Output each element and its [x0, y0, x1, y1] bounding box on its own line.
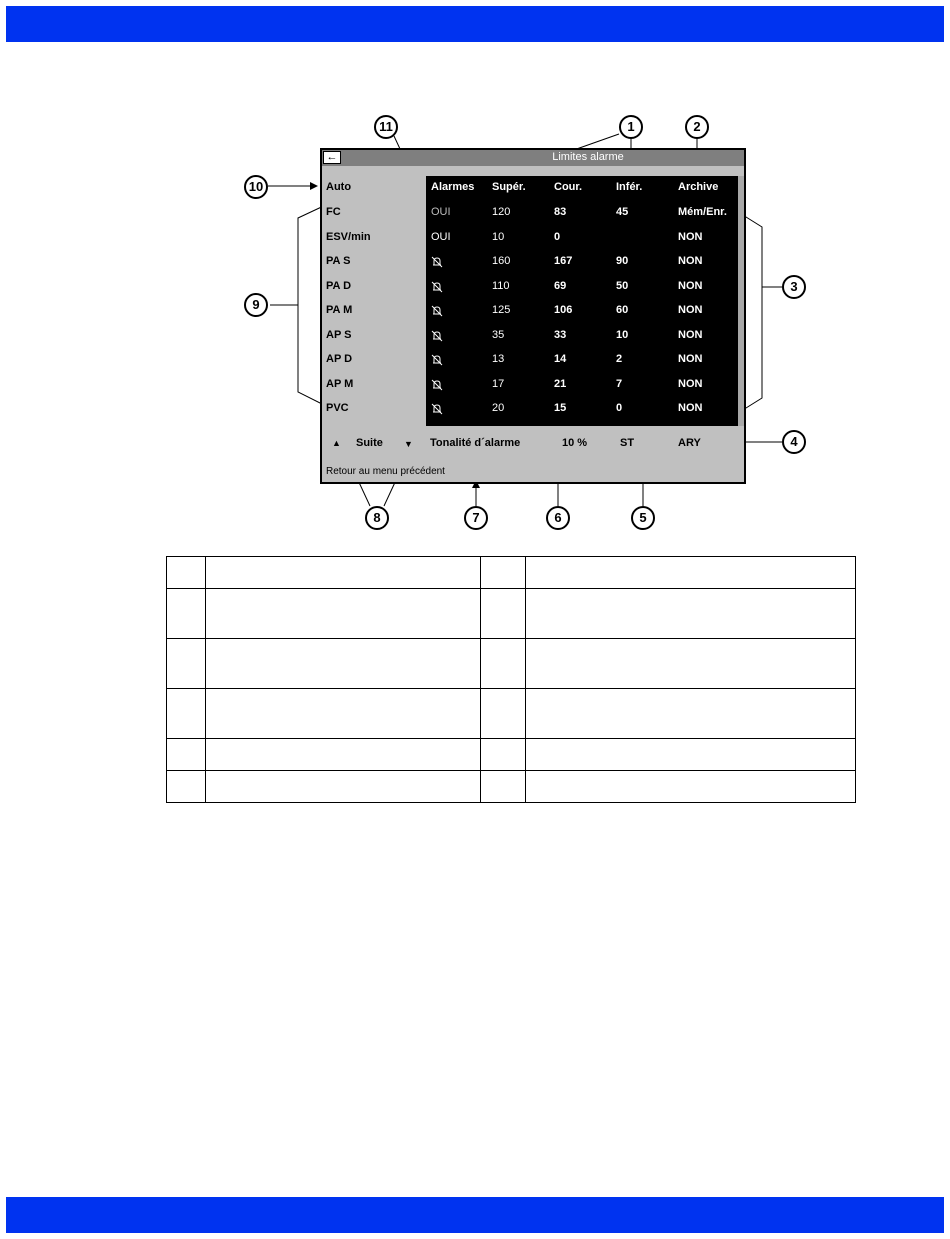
cell-lower[interactable]: 0	[616, 402, 623, 414]
parameter-label[interactable]: PA S	[326, 255, 351, 267]
alarm-limits-screen	[320, 148, 746, 484]
bell-off-icon[interactable]	[431, 379, 443, 391]
cell-upper[interactable]: 17	[492, 377, 505, 390]
callout-5: 5	[631, 506, 655, 530]
cell-current: 15	[554, 402, 567, 414]
column-header: Archive	[678, 181, 719, 193]
legend-table	[166, 556, 856, 803]
title-bar	[322, 150, 744, 166]
footer-band	[6, 1197, 944, 1233]
parameter-label[interactable]: ESV/min	[326, 230, 371, 243]
column-header: Alarmes	[431, 181, 475, 193]
status-line: Retour au menu précédent	[326, 466, 445, 477]
cell-lower[interactable]: 45	[616, 206, 629, 218]
parameter-label[interactable]: AP S	[326, 328, 352, 341]
cell-archive[interactable]: NON	[678, 402, 703, 414]
alarm-tone-value[interactable]: 10 %	[562, 437, 588, 449]
scroll-down-icon[interactable]: ▼	[404, 439, 413, 449]
back-arrow-icon[interactable]: ←	[323, 151, 341, 164]
auto-button[interactable]: Auto	[326, 181, 352, 193]
cell-lower[interactable]: 7	[616, 377, 623, 390]
cell-archive[interactable]: NON	[678, 255, 703, 267]
bell-off-icon[interactable]	[431, 281, 443, 293]
cell-upper[interactable]: 35	[492, 328, 505, 341]
cell-upper[interactable]: 125	[492, 304, 511, 316]
ary-button[interactable]: ARY	[678, 437, 701, 449]
scrollbar[interactable]	[738, 176, 744, 426]
cell-current: 106	[554, 304, 573, 316]
cell-upper[interactable]: 20	[492, 402, 505, 414]
bell-off-icon[interactable]	[431, 256, 443, 268]
cell-upper[interactable]: 13	[492, 353, 505, 365]
cell-upper[interactable]: 120	[492, 206, 511, 218]
cell-lower[interactable]: 10	[616, 328, 629, 341]
parameter-label[interactable]: AP M	[326, 377, 354, 390]
cell-archive[interactable]: NON	[678, 377, 703, 390]
cell-current: 167	[554, 255, 573, 267]
alarm-tone-label[interactable]: Tonalité d´alarme	[430, 437, 521, 449]
cell-upper[interactable]: 110	[492, 279, 510, 292]
parameter-label[interactable]: FC	[326, 206, 341, 218]
cell-lower[interactable]: 90	[616, 255, 629, 267]
cell-upper[interactable]: 10	[492, 230, 505, 243]
cell-archive[interactable]: Mém/Enr.	[678, 206, 727, 218]
callout-10: 10	[244, 175, 268, 199]
cell-archive[interactable]: NON	[678, 353, 703, 365]
cell-archive[interactable]: NON	[678, 304, 703, 316]
bell-off-icon[interactable]	[431, 354, 443, 366]
callout-11: 11	[374, 115, 398, 139]
cell-current: 0	[554, 230, 561, 243]
cell-current: 33	[554, 328, 567, 341]
screen-title: Limites alarme	[552, 151, 624, 163]
parameter-label[interactable]: PA D	[326, 279, 352, 292]
callout-7: 7	[464, 506, 488, 530]
column-header: Cour.	[554, 181, 583, 193]
cell-lower[interactable]: 60	[616, 304, 629, 316]
cell-archive[interactable]: NON	[678, 230, 703, 243]
cell-current: 21	[554, 377, 567, 390]
parameter-label[interactable]: AP D	[326, 353, 353, 365]
parameter-label[interactable]: PA M	[326, 304, 353, 316]
bell-off-icon[interactable]	[431, 403, 443, 415]
callout-4: 4	[782, 430, 806, 454]
cell-archive[interactable]: NON	[678, 279, 703, 292]
alarm-limits-grid	[426, 176, 738, 426]
bell-off-icon[interactable]	[431, 330, 443, 342]
column-header: Supér.	[492, 181, 526, 193]
cell-lower[interactable]: 50	[616, 279, 629, 292]
callout-6: 6	[546, 506, 570, 530]
bell-off-icon[interactable]	[431, 305, 443, 317]
cell-alarm[interactable]: OUI	[431, 206, 451, 218]
suite-label[interactable]: Suite	[356, 437, 383, 449]
cell-archive[interactable]: NON	[678, 328, 703, 341]
callout-1: 1	[619, 115, 643, 139]
cell-current: 69	[554, 279, 567, 292]
cell-upper[interactable]: 160	[492, 255, 511, 267]
cell-current: 83	[554, 206, 567, 218]
callout-9: 9	[244, 293, 268, 317]
cell-alarm[interactable]: OUI	[431, 230, 451, 243]
callout-3: 3	[782, 275, 806, 299]
cell-current: 14	[554, 353, 567, 365]
st-button[interactable]: ST	[620, 437, 635, 449]
scroll-up-icon[interactable]: ▲	[332, 438, 341, 448]
callout-2: 2	[685, 115, 709, 139]
column-header: Infér.	[616, 181, 643, 193]
cell-lower[interactable]: 2	[616, 353, 623, 365]
callout-8: 8	[365, 506, 389, 530]
parameter-label[interactable]: PVC	[326, 402, 349, 414]
